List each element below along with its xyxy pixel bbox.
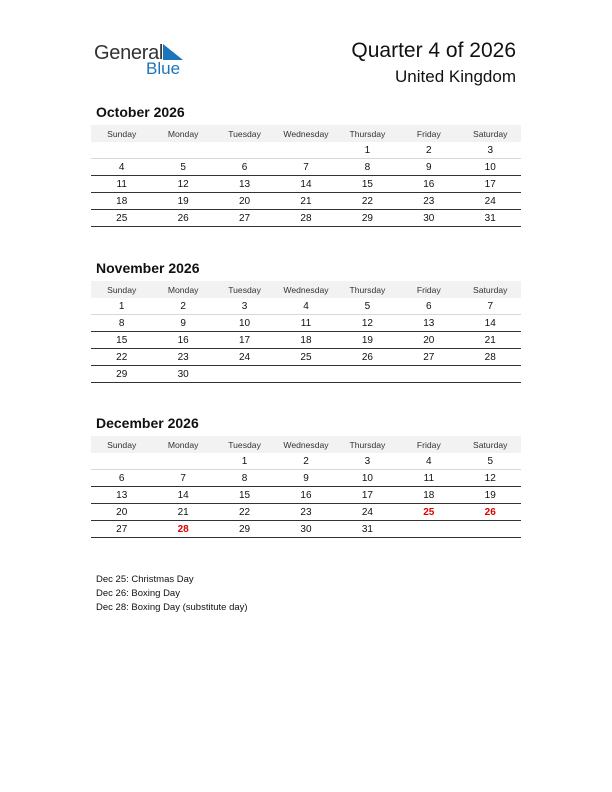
weekday-label: Sunday — [107, 128, 137, 139]
weekday-label: Wednesday — [283, 439, 329, 450]
day-cell: 8 — [241, 472, 248, 484]
day-cell: 31 — [361, 523, 373, 535]
day-cell: 9 — [426, 161, 432, 173]
day-cell: 22 — [116, 351, 128, 363]
day-cell: 19 — [484, 489, 496, 501]
weekday-header-row — [91, 281, 521, 298]
day-cell: 26 — [361, 351, 373, 363]
day-cell: 30 — [423, 212, 435, 224]
day-cell: 23 — [177, 351, 189, 363]
day-cell: 28 — [300, 212, 312, 224]
weekday-label: Wednesday — [283, 284, 329, 295]
weekday-label: Friday — [416, 439, 441, 450]
weekday-label: Sunday — [107, 439, 137, 450]
day-cell: 31 — [484, 212, 496, 224]
logo-text-blue: Blue — [146, 59, 181, 78]
day-cell: 23 — [300, 506, 312, 518]
week-row — [91, 142, 521, 159]
week-row — [91, 521, 521, 538]
weekday-label: Thursday — [349, 439, 386, 450]
brand-logo — [94, 40, 194, 80]
day-cell: 17 — [238, 334, 251, 346]
month-october — [91, 103, 521, 227]
day-cell: 23 — [423, 195, 435, 207]
day-cell: 13 — [116, 489, 128, 501]
day-cell: 3 — [364, 455, 371, 467]
day-cell: 25 — [116, 212, 128, 224]
day-cell: 14 — [484, 317, 496, 329]
day-cell: 21 — [484, 334, 496, 346]
day-cell: 27 — [116, 523, 128, 535]
country-label: United Kingdom — [395, 67, 516, 86]
day-cell: 29 — [238, 523, 251, 535]
day-cell: 27 — [238, 212, 251, 224]
day-cell: 20 — [116, 506, 128, 518]
day-cell: 7 — [180, 472, 186, 484]
day-cell: 7 — [487, 300, 494, 312]
holiday-note: Dec 28: Boxing Day (substitute day) — [96, 602, 248, 613]
day-cell: 29 — [361, 212, 373, 224]
day-cell: 12 — [361, 317, 373, 329]
day-cell: 20 — [423, 334, 435, 346]
week-row — [91, 315, 521, 332]
week-row — [91, 193, 521, 210]
month-november — [91, 259, 521, 383]
day-cell: 19 — [361, 334, 373, 346]
day-cell: 13 — [238, 178, 251, 190]
day-cell: 13 — [423, 317, 435, 329]
logo-text-general: General — [94, 42, 164, 64]
day-cell: 5 — [180, 161, 186, 173]
day-cell: 2 — [303, 455, 309, 467]
day-cell: 5 — [487, 455, 494, 467]
day-cell: 16 — [177, 334, 189, 346]
week-row — [91, 366, 521, 383]
day-cell: 6 — [241, 161, 248, 173]
holiday-day-cell: 28 — [177, 523, 189, 535]
day-cell: 9 — [303, 472, 309, 484]
day-cell: 21 — [300, 195, 312, 207]
day-cell: 4 — [303, 300, 309, 312]
day-cell: 8 — [364, 161, 371, 173]
day-cell: 3 — [487, 144, 494, 156]
day-cell: 6 — [426, 300, 432, 312]
day-cell: 24 — [361, 506, 373, 518]
weekday-label: Sunday — [107, 284, 137, 295]
weekday-label: Saturday — [473, 284, 508, 295]
week-row — [91, 159, 521, 176]
day-cell: 11 — [423, 472, 435, 484]
weekday-label: Friday — [416, 284, 441, 295]
day-cell: 16 — [300, 489, 312, 501]
week-row — [91, 332, 521, 349]
day-cell: 3 — [241, 300, 248, 312]
day-cell: 1 — [118, 300, 125, 312]
weekday-label: Monday — [167, 284, 199, 295]
weekday-label: Tuesday — [228, 439, 261, 450]
day-cell: 15 — [116, 334, 128, 346]
day-cell: 1 — [241, 455, 248, 467]
day-cell: 18 — [300, 334, 312, 346]
logo-triangle-icon — [161, 44, 183, 60]
day-cell: 29 — [116, 368, 128, 380]
day-cell: 25 — [300, 351, 312, 363]
day-cell: 14 — [300, 178, 312, 190]
weekday-label: Friday — [416, 128, 441, 139]
day-cell: 21 — [177, 506, 189, 518]
month-december — [91, 414, 521, 538]
day-cell: 15 — [238, 489, 251, 501]
day-cell: 9 — [180, 317, 186, 329]
day-cell: 6 — [118, 472, 125, 484]
day-cell: 8 — [118, 317, 125, 329]
weekday-label: Saturday — [473, 439, 508, 450]
weekday-label: Thursday — [349, 284, 386, 295]
day-cell: 15 — [361, 178, 373, 190]
week-row — [91, 487, 521, 504]
month-title: October 2026 — [96, 104, 185, 120]
day-cell: 22 — [361, 195, 373, 207]
week-row — [91, 176, 521, 193]
holiday-note: Dec 25: Christmas Day — [96, 574, 194, 585]
day-cell: 19 — [177, 195, 189, 207]
week-row — [91, 470, 521, 487]
day-cell: 10 — [238, 317, 251, 329]
day-cell: 30 — [177, 368, 189, 380]
day-cell: 17 — [361, 489, 373, 501]
holiday-day-cell: 25 — [423, 506, 435, 518]
holiday-day-cell: 26 — [484, 506, 496, 518]
day-cell: 26 — [177, 212, 189, 224]
week-row — [91, 349, 521, 366]
day-cell: 4 — [426, 455, 432, 467]
weekday-label: Tuesday — [228, 128, 261, 139]
day-cell: 27 — [423, 351, 435, 363]
day-cell: 7 — [303, 161, 309, 173]
day-cell: 20 — [238, 195, 251, 207]
weekday-label: Monday — [167, 439, 199, 450]
month-title: November 2026 — [96, 260, 200, 276]
day-cell: 24 — [484, 195, 496, 207]
weekday-label: Tuesday — [228, 284, 261, 295]
weekday-header-row — [91, 436, 521, 453]
day-cell: 12 — [484, 472, 496, 484]
day-cell: 12 — [177, 178, 189, 190]
week-row — [91, 453, 521, 470]
day-cell: 1 — [364, 144, 371, 156]
weekday-label: Monday — [167, 128, 199, 139]
weekday-header-row — [91, 125, 521, 142]
day-cell: 11 — [116, 178, 127, 190]
holiday-notes — [96, 573, 248, 615]
weekday-label: Thursday — [349, 128, 386, 139]
weekday-label: Saturday — [473, 128, 508, 139]
day-cell: 28 — [484, 351, 496, 363]
holiday-note: Dec 26: Boxing Day — [96, 588, 180, 599]
day-cell: 18 — [116, 195, 128, 207]
day-cell: 2 — [180, 300, 186, 312]
day-cell: 4 — [118, 161, 125, 173]
day-cell: 16 — [423, 178, 435, 190]
day-cell: 22 — [238, 506, 251, 518]
day-cell: 2 — [426, 144, 432, 156]
day-cell: 10 — [361, 472, 373, 484]
day-cell: 24 — [238, 351, 251, 363]
day-cell: 14 — [177, 489, 189, 501]
day-cell: 11 — [300, 317, 312, 329]
day-cell: 30 — [300, 523, 312, 535]
day-cell: 10 — [484, 161, 496, 173]
week-row — [91, 210, 521, 227]
week-row — [91, 504, 521, 521]
week-row — [91, 298, 521, 315]
weekday-label: Wednesday — [283, 128, 329, 139]
page-title: Quarter 4 of 2026 — [351, 39, 516, 62]
day-cell: 18 — [423, 489, 435, 501]
day-cell: 17 — [484, 178, 496, 190]
month-title: December 2026 — [96, 415, 199, 431]
day-cell: 5 — [364, 300, 371, 312]
